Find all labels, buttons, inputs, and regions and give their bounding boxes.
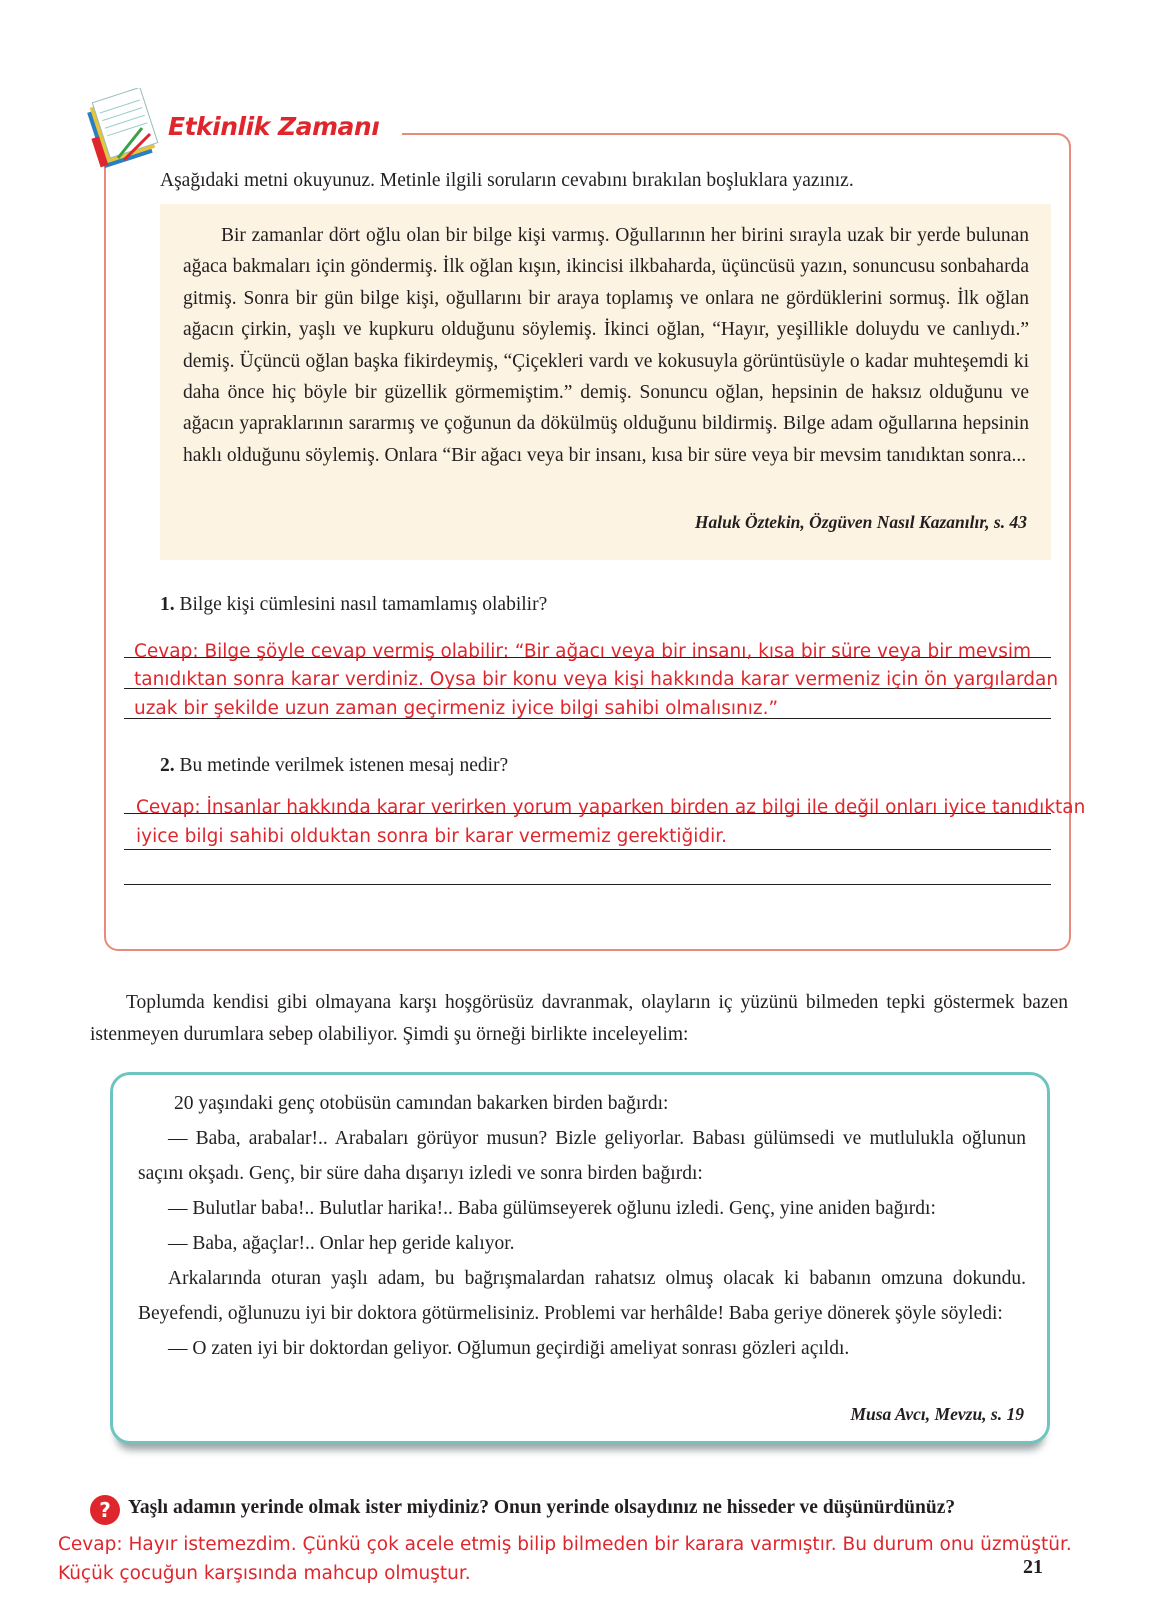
answer-1-line-1: Cevap: Bilge şöyle cevap vermiş olabilir: “Bir ağacı veya bir insanı, kısa bir süre veya bir mevsim [134, 641, 1032, 662]
answer-1-line-2: tanıdıktan sonra karar verdiniz. Oysa bir konu veya kişi hakkında karar vermeniz için ön yargılardan [134, 669, 1059, 690]
intro-paragraph: Toplumda kendisi gibi olmayana karşı hoşgörüsüz davranmak, olayların iç yüzünü bilmeden tepki göstermek bazen istenmeyen durumlara sebep olabiliyor. Şimdi şu örneği birlikte inceleyelim: [90, 992, 1068, 1045]
dialog-line: — Baba, arabalar!.. Arabaları görüyor musun? Bizle geliyorlar. Babası gülümsedi ve mutlulukla oğlunun saçını okşadı. Genç, bir süre daha dışarıyı izledi ve sonra birden bağırdı: [138, 1128, 1026, 1184]
final-answer-line-1: Cevap: Hayır istemezdim. Çünkü çok acele etmiş bilip bilmeden bir karara varmıştır. Bu durum onu üzmüştür. [58, 1534, 1072, 1555]
dialog-line: Arkalarında oturan yaşlı adam, bu bağrışmalardan rahatsız olmuş olacak ki babanın omzuna dokundu. Beyefendi, oğlunuzu iyi bir doktora götürmelisiniz. Problemi var herhâlde! Baba geriye dönerek şöyle söyledi: [138, 1268, 1026, 1324]
dialog-line: — Baba, ağaçlar!.. Onlar hep geride kalıyor. [168, 1233, 515, 1254]
dialog-line: — Bulutlar baba!.. Bulutlar harika!.. Baba gülümseyerek oğlunu izledi. Genç, yine aniden bağırdı: [168, 1198, 936, 1219]
answer-2-line-1: Cevap: İnsanlar hakkında karar verirken yorum yaparken birden az bilgi ile değil onları iyice tanıdıktan [136, 797, 1086, 818]
dialog-text [138, 1086, 1026, 1366]
dialog-source: Musa Avcı, Mevzu, s. 19 [850, 1404, 1024, 1424]
answer-1-line-3: uzak bir şekilde uzun zaman geçirmeniz iyice bilgi sahibi olmalısınız.” [134, 698, 779, 719]
question-text: Bilge kişi cümlesini nasıl tamamlamış olabilir? [179, 594, 548, 615]
page-number: 21 [1023, 1556, 1043, 1578]
question-number: 2. [160, 755, 175, 776]
story-text: Bir zamanlar dört oğlu olan bir bilge kişi varmış. Oğullarının her birini sırayla uzak bir yerde bulunan ağaca bakmaları için göndermiş. İlk oğlan kışın, ikincisi ilkbaharda, üçüncüsü yazın, sonuncusu sonbaharda gitmiş. Sonra bir gün bilge kişi, oğullarını bir araya toplamış ve onlara ne gördüklerini sormuş. İlk oğlan ağacın çirkin, yaşlı ve kupkuru olduğunu söylemiş. İkinci oğlan, “Hayır, yeşillikle doluydu ve canlıydı.” demiş. Üçüncü oğlan başka fikirdeymiş, “Çiçekleri vardı ve kokusuyla görüntüsüyle o kadar muhteşemdi ki daha önce hiç böyle bir güzellik görmemiştim.” demiş. Sonuncu oğlan, hepsinin de haksız olduğunu ve ağacın yapraklarının sararmış ve çoğunun da dökülmüş olduğunu bildirmiş. Bilge adam oğullarına hepsinin haklı olduğunu söylemiş. Onlara “Bir ağacı veya bir insanı, kısa bir süre veya bir mevsim tanıdıktan sonra... [183, 225, 1029, 466]
final-answer-line-2: Küçük çocuğun karşısında mahcup olmuştur. [58, 1563, 471, 1584]
question-mark-icon: ? [90, 1495, 120, 1525]
story-source: Haluk Öztekin, Özgüven Nasıl Kazanılır, s. 43 [694, 512, 1027, 532]
notebook-icon [80, 88, 170, 170]
activity-frame-top [402, 133, 1071, 147]
question-1 [160, 594, 547, 616]
dialog-line: 20 yaşındaki genç otobüsün camından bakarken birden bağırdı: [174, 1093, 669, 1114]
dialog-line: — O zaten iyi bir doktordan geliyor. Oğlumun geçirdiği ameliyat sonrası gözleri açıldı. [168, 1338, 850, 1359]
instruction-text: Aşağıdaki metni okuyunuz. Metinle ilgili soruların cevabını bırakılan boşluklara yazınız. [160, 170, 854, 191]
answer-2-line-2: iyice bilgi sahibi olduktan sonra bir karar vermemiz gerektiğidir. [136, 826, 728, 847]
final-question: Yaşlı adamın yerinde olmak ister miydiniz? Onun yerinde olsaydınız ne hisseder ve düşünürdünüz? [128, 1497, 956, 1518]
question-text: Bu metinde verilmek istenen mesaj nedir? [179, 755, 509, 776]
answer-line[interactable] [124, 884, 1051, 885]
activity-title: Etkinlik Zamanı [168, 112, 380, 141]
question-2 [160, 755, 508, 777]
question-number: 1. [160, 594, 175, 615]
